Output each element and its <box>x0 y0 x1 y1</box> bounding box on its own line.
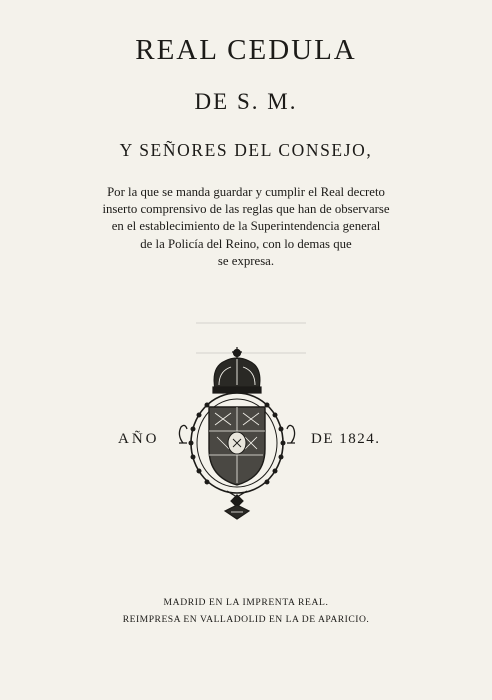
description-line: se expresa. <box>217 253 275 268</box>
royal-coat-of-arms-icon <box>175 345 299 525</box>
description-line: en el establecimiento de la Superintendencia general <box>111 219 381 234</box>
imprint-line-valladolid: REIMPRESA EN VALLADOLID EN LA DE APARICIO. <box>122 614 370 625</box>
description-line: de la Policía del Reino, con lo demas que <box>140 236 352 251</box>
document-title: REAL CEDULA <box>135 34 357 66</box>
imprint-line-madrid: MADRID EN LA IMPRENTA REAL. <box>163 597 329 608</box>
year-label-right: DE 1824. <box>311 431 381 447</box>
description-line: Por la que se manda guardar y cumplir el Real decreto <box>107 185 385 199</box>
document-description <box>80 184 412 270</box>
description-line: inserto comprensivo de las reglas que han de observarse <box>102 202 390 217</box>
year-label-left: AÑO <box>118 431 160 447</box>
document-subtitle-council: Y SEÑORES DEL CONSEJO, <box>119 140 373 160</box>
document-subtitle: DE S. M. <box>194 89 298 114</box>
